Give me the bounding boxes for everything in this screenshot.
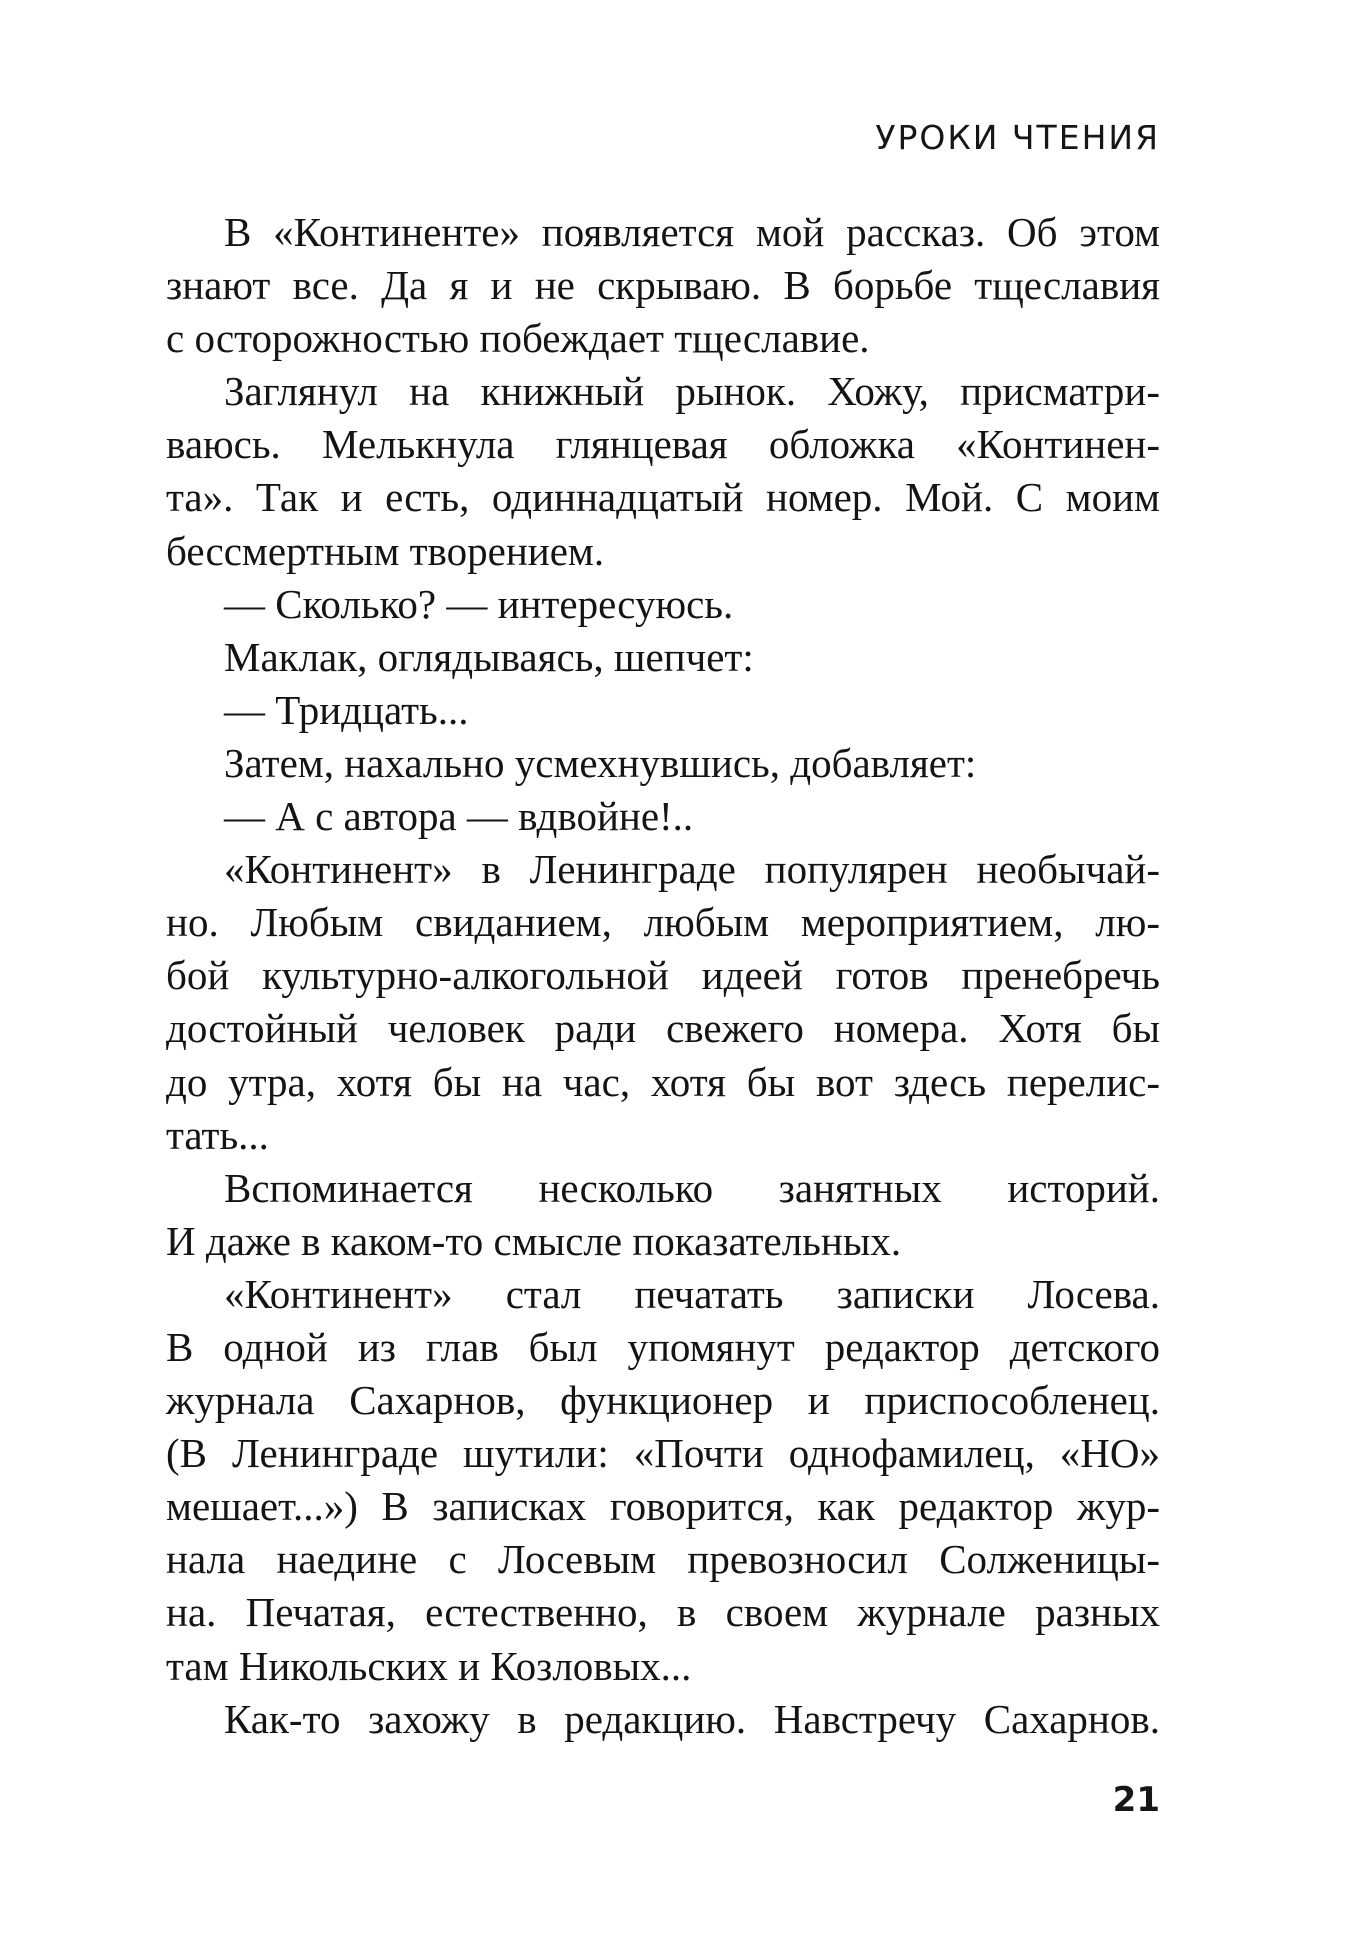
text-line: там Никольских и Козловых... [166, 1642, 692, 1689]
text-line: Заглянул на книжный рынок. Хожу, присматри- [224, 368, 1160, 415]
body-text [166, 206, 1160, 1746]
text-line: В «Континенте» появляется мой рассказ. Об этом [224, 209, 1160, 255]
text-line: «Континент» стал печатать записки Лосева. [224, 1270, 1160, 1317]
text-line: тать... [166, 1111, 269, 1158]
text-line: мешает...») В записках говорится, как редактор жур- [166, 1483, 1160, 1530]
text-line: но. Любым свиданием, любым мероприятием, лю- [166, 899, 1160, 946]
text-line: — Тридцать... [224, 686, 469, 733]
text-line: Как-то захожу в редакцию. Навстречу Сахарнов. [224, 1695, 1160, 1742]
text-line: ваюсь. Мелькнула глянцевая обложка «Континен- [166, 421, 1160, 468]
text-line: достойный человек ради свежего номера. Хотя бы [166, 1005, 1160, 1052]
text-line: журнала Сахарнов, функционер и приспособленец. [166, 1377, 1160, 1424]
text-line: бессмертным творением. [166, 527, 605, 574]
text-line: В одной из глав был упомянут редактор детского [166, 1323, 1160, 1370]
text-line: та». Так и есть, одиннадцатый номер. Мой. С моим [166, 474, 1160, 521]
text-line: (В Ленинграде шутили: «Почти однофамилец, «НО» [166, 1430, 1160, 1477]
page-number: 21 [1112, 1780, 1160, 1820]
text-line: на. Печатая, естественно, в своем журнале разных [166, 1589, 1160, 1636]
text-line: Маклак, оглядываясь, шепчет: [224, 633, 754, 680]
text-line: — А с автора — вдвойне!.. [224, 793, 694, 840]
text-line: бой культурно-алкогольной идеей готов пренебречь [166, 952, 1160, 999]
text-line: с осторожностью побеждает тщеславие. [166, 315, 870, 362]
text-line: — Сколько? — интересуюсь. [224, 580, 734, 627]
text-line: до утра, хотя бы на час, хотя бы вот здесь перелис- [166, 1058, 1160, 1105]
text-line: знают все. Да я и не скрываю. В борьбе тщеславия [166, 262, 1160, 309]
text-line: Затем, нахально усмехнувшись, добавляет: [224, 739, 977, 786]
running-head: УРОКИ ЧТЕНИЯ [875, 118, 1160, 157]
text-line: Вспоминается несколько занятных историй. [224, 1164, 1160, 1211]
text-line: «Континент» в Ленинграде популярен необычай- [224, 846, 1160, 893]
text-line: И даже в каком-то смысле показательных. [166, 1217, 902, 1264]
text-line: нала наедине с Лосевым превозносил Солженицы- [166, 1536, 1160, 1583]
